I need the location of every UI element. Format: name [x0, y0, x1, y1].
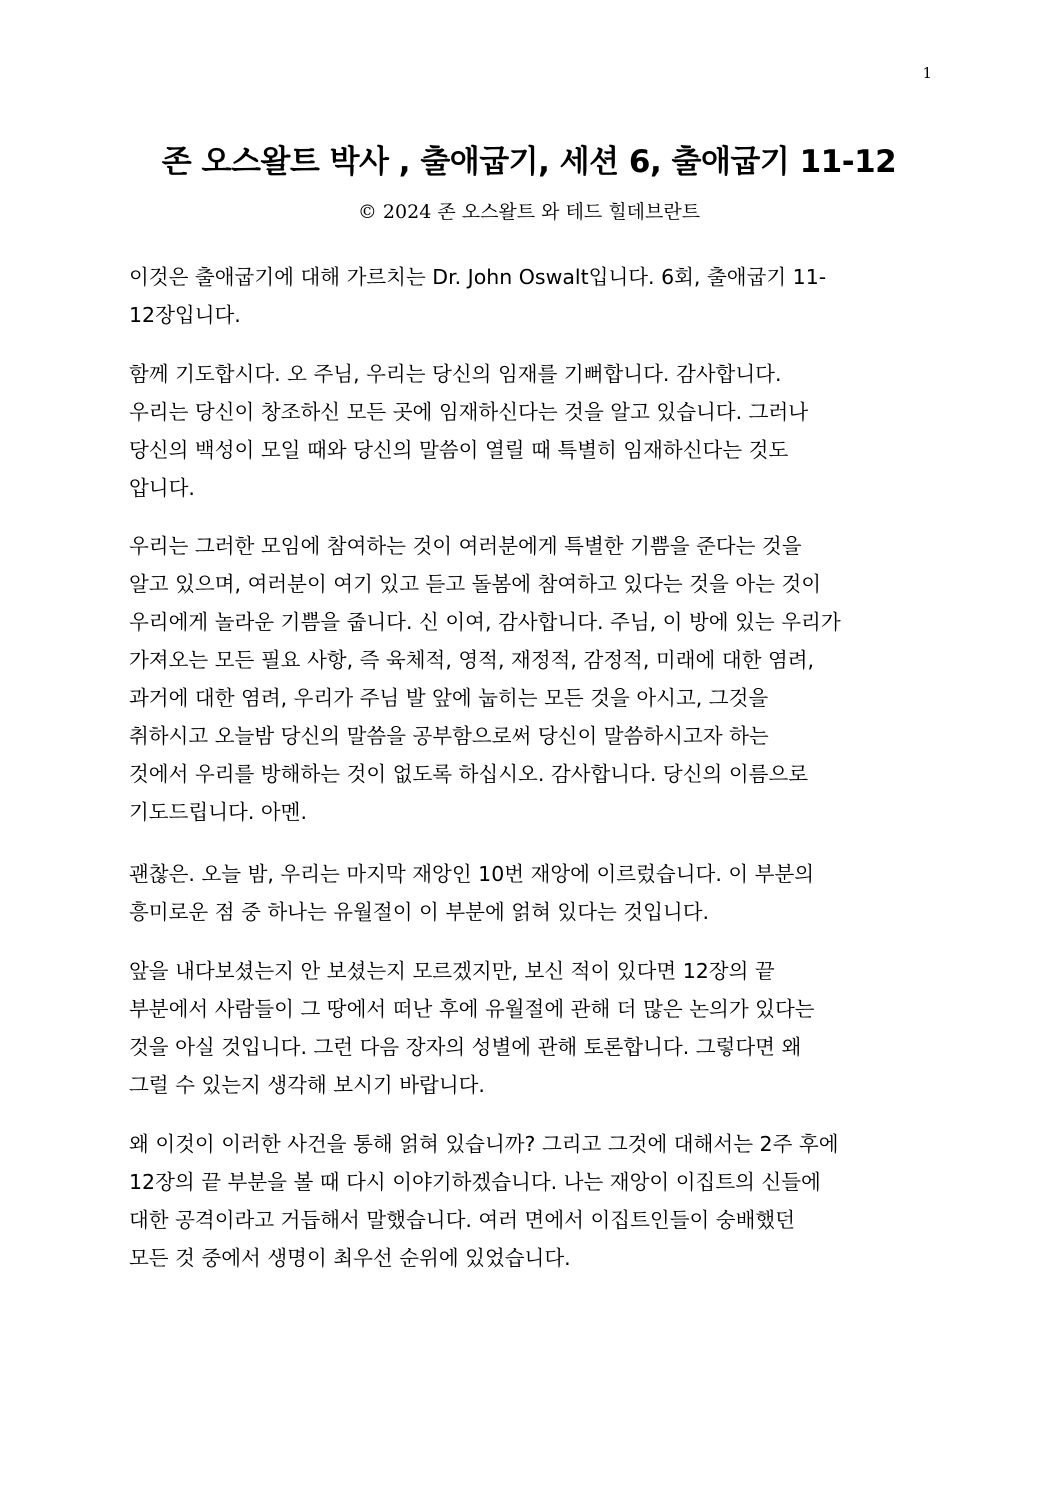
document-title: 존 오스왈트 박사 , 출애굽기, 세션 6, 출애굽기 11-12 — [161, 144, 897, 180]
text-line: 이것은 출애굽기에 대해 가르치는 Dr. John Oswalt입니다. 6회, 출애굽기 11- — [129, 265, 827, 289]
text-line: 괜찮은. 오늘 밤, 우리는 마지막 재앙인 10번 재앙에 이르렀습니다. 이 부분의 — [129, 862, 815, 886]
text-line: 우리는 그러한 모임에 참여하는 것이 여러분에게 특별한 기쁨을 준다는 것을 — [129, 534, 802, 558]
text-line: 우리는 당신이 창조하신 모든 곳에 임재하신다는 것을 알고 있습니다. 그러나 — [129, 400, 809, 424]
text-line: 대한 공격이라고 거듭해서 말했습니다. 여러 면에서 이집트인들이 숭배했던 — [129, 1208, 796, 1232]
paragraph-prayer-1 — [129, 355, 929, 507]
text-line: 취하시고 오늘밤 당신의 말씀을 공부함으로써 당신이 말씀하시고자 하는 — [129, 724, 769, 748]
text-line: 과거에 대한 염려, 우리가 주님 발 앞에 눕히는 모든 것을 아시고, 그것을 — [129, 686, 769, 710]
text-line: 그럴 수 있는지 생각해 보시기 바랍니다. — [129, 1073, 485, 1097]
text-line: 것을 아실 것입니다. 그런 다음 장자의 성별에 관해 토론합니다. 그렇다면 왜 — [129, 1035, 802, 1059]
text-line: 함께 기도합시다. 오 주님, 우리는 당신의 임재를 기뻐합니다. 감사합니다. — [129, 362, 782, 386]
text-line: 왜 이것이 이러한 사건을 통해 얽혀 있습니까? 그리고 그것에 대해서는 2주 후에 — [129, 1132, 839, 1156]
text-line: 부분에서 사람들이 그 땅에서 떠난 후에 유월절에 관해 더 많은 논의가 있다는 — [129, 997, 815, 1021]
document-body — [129, 258, 929, 1298]
paragraph-tenth-plague — [129, 855, 929, 931]
text-line: 12장입니다. — [129, 303, 241, 327]
text-line: 압니다. — [129, 476, 195, 500]
text-line: 12장의 끝 부분을 볼 때 다시 이야기하겠습니다. 나는 재앙이 이집트의 신들에 — [129, 1170, 821, 1194]
text-line: 가져오는 모든 필요 사항, 즉 육체적, 영적, 재정적, 감정적, 미래에 대한 염려, — [129, 648, 815, 672]
copyright-line: © 2024 존 오스왈트 와 테드 힐데브란트 — [357, 201, 701, 223]
paragraph-prayer-2 — [129, 527, 929, 831]
text-line: 앞을 내다보셨는지 안 보셨는지 모르겠지만, 보신 적이 있다면 12장의 끝 — [129, 959, 775, 983]
text-line: 것에서 우리를 방해하는 것이 없도록 하십시오. 감사합니다. 당신의 이름으로 — [129, 762, 809, 786]
text-line: 모든 것 중에서 생명이 최우선 순위에 있었습니다. — [129, 1246, 571, 1270]
text-line: 우리에게 놀라운 기쁨을 줍니다. 신 이여, 감사합니다. 주님, 이 방에 있는 우리가 — [129, 610, 841, 634]
text-line: 당신의 백성이 모일 때와 당신의 말씀이 열릴 때 특별히 임재하신다는 것도 — [129, 438, 789, 462]
text-line: 흥미로운 점 중 하나는 유월절이 이 부분에 얽혀 있다는 것입니다. — [129, 900, 710, 924]
text-line: 알고 있으며, 여러분이 여기 있고 듣고 돌봄에 참여하고 있다는 것을 아는 것이 — [129, 572, 822, 596]
paragraph-passover — [129, 952, 929, 1104]
paragraph-plagues-gods — [129, 1125, 929, 1277]
text-line: 기도드립니다. 아멘. — [129, 800, 307, 824]
page-number: 1 — [922, 64, 932, 82]
paragraph-intro — [129, 258, 929, 334]
